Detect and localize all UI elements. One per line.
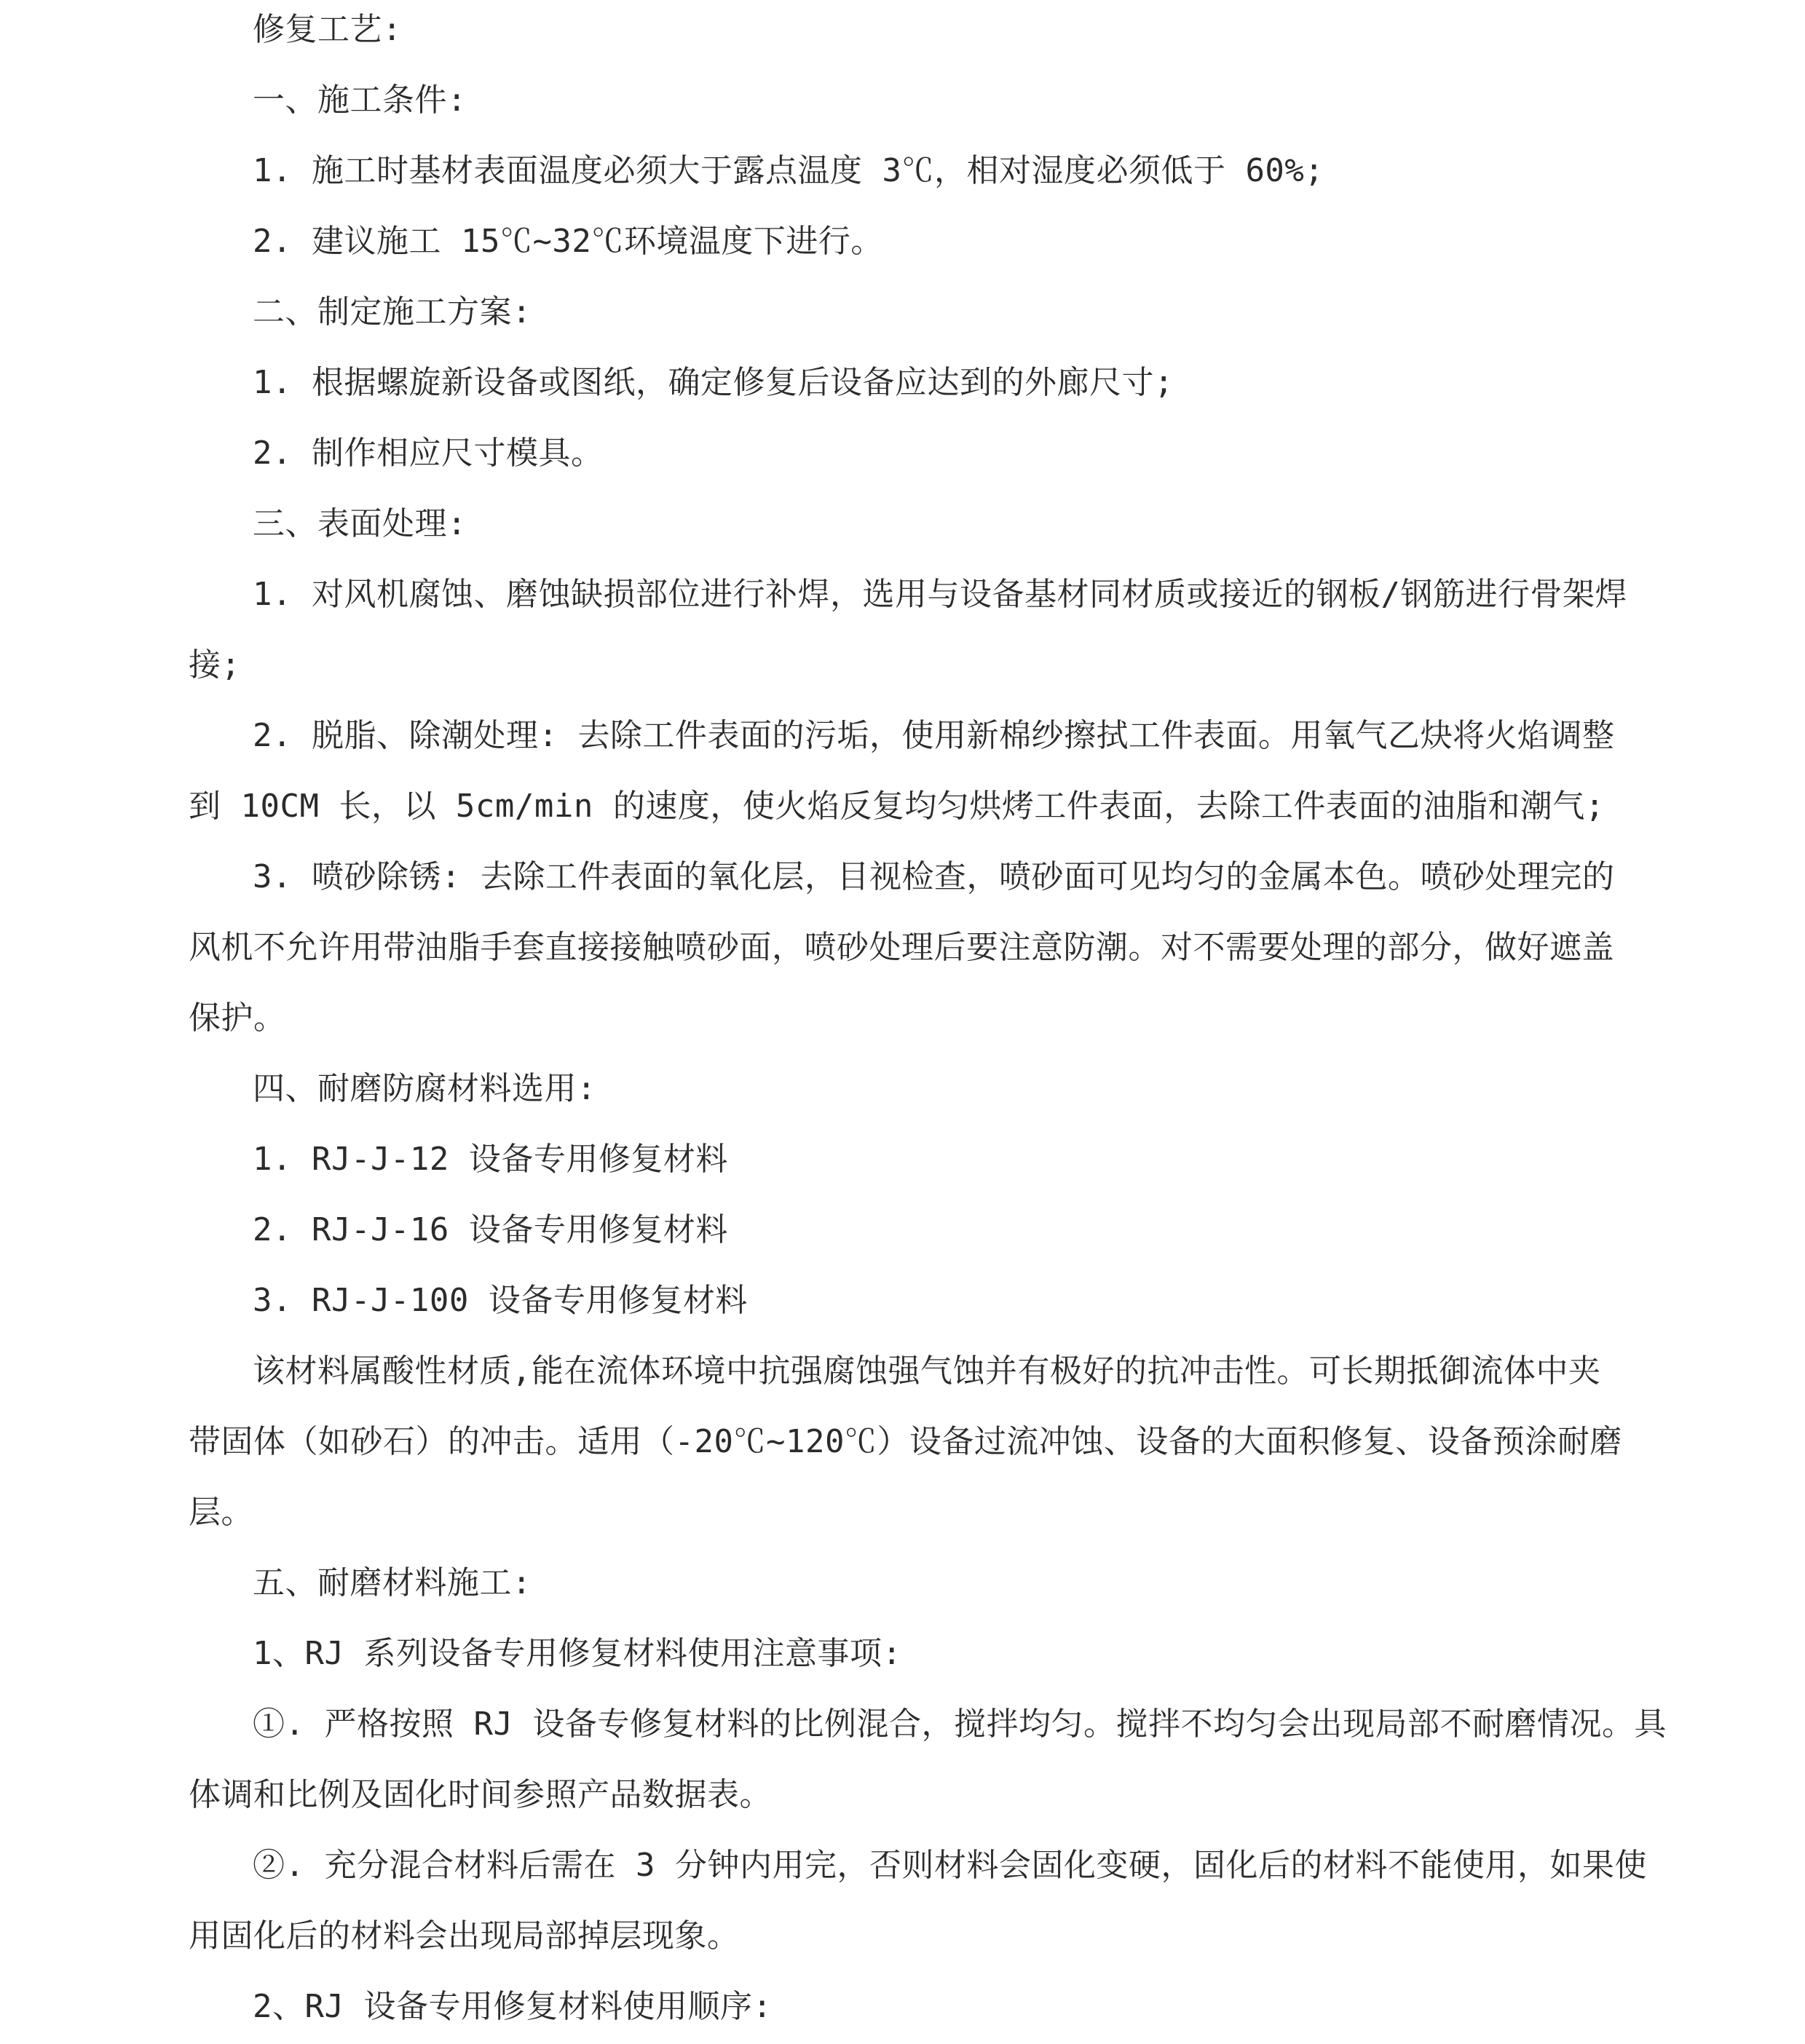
text-line: 1、RJ 系列设备专用修复材料使用注意事项: [253, 1635, 902, 1672]
text-line: 五、耐磨材料施工: [253, 1564, 532, 1601]
text-line: 该材料属酸性材质,能在流体环境中抗强腐蚀强气蚀并有极好的抗冲击性。可长期抵御流体中夹 [253, 1352, 1601, 1390]
text-line: 修复工艺: [253, 11, 402, 48]
text-line: 2、RJ 设备专用修复材料使用顺序: [253, 1988, 773, 2025]
text-line: 二、制定施工方案: [253, 293, 532, 330]
text-line: 层。 [189, 1494, 253, 1531]
text-line: ①. 严格按照 RJ 设备专修复材料的比例混合，搅拌均匀。搅拌不均匀会出现局部不耐磨情况。具 [253, 1706, 1667, 1743]
text-line: 2. 制作相应尺寸模具。 [253, 435, 604, 472]
text-line: 到 10CM 长，以 5cm/min 的速度，使火焰反复均匀烘烤工件表面，去除工件表面的油脂和潮气; [189, 788, 1605, 825]
text-line: 1. 根据螺旋新设备或图纸，确定修复后设备应达到的外廊尺寸; [253, 364, 1174, 401]
document-content [189, 0, 1667, 2042]
text-line: 带固体（如砂石）的冲击。适用（-20℃~120℃）设备过流冲蚀、设备的大面积修复、设备预涂耐磨 [189, 1423, 1622, 1460]
text-line: 3. 喷砂除锈: 去除工件表面的氧化层，目视检查，喷砂面可见均匀的金属本色。喷砂处理完的 [253, 858, 1615, 895]
text-line: 3. RJ-J-100 设备专用修复材料 [253, 1282, 748, 1319]
text-line: 一、施工条件: [253, 82, 467, 119]
text-line: 风机不允许用带油脂手套直接接触喷砂面，喷砂处理后要注意防潮。对不需要处理的部分，做好遮盖 [189, 929, 1614, 966]
text-line: 2. 脱脂、除潮处理: 去除工件表面的污垢，使用新棉纱擦拭工件表面。用氧气乙炔将火焰调整 [253, 717, 1615, 754]
text-line: ②. 充分混合材料后需在 3 分钟内用完，否则材料会固化变硬，固化后的材料不能使用，如果使 [253, 1847, 1647, 1884]
text-line: 四、耐磨防腐材料选用: [253, 1070, 596, 1107]
text-line: 2. RJ-J-16 设备专用修复材料 [253, 1211, 728, 1248]
text-line: 保护。 [189, 999, 286, 1037]
text-line: 2. 建议施工 15℃~32℃环境温度下进行。 [253, 223, 883, 260]
text-line: 三、表面处理: [253, 505, 467, 542]
text-line: 用固化后的材料会出现局部掉层现象。 [189, 1917, 740, 1954]
text-line: 体调和比例及固化时间参照产品数据表。 [189, 1776, 772, 1813]
text-line: 1. 施工时基材表面温度必须大于露点温度 3℃，相对湿度必须低于 60%; [253, 152, 1324, 189]
text-line: 1. 对风机腐蚀、磨蚀缺损部位进行补焊，选用与设备基材同材质或接近的钢板/钢筋进行骨架焊 [253, 576, 1627, 613]
text-line: 1. RJ-J-12 设备专用修复材料 [253, 1141, 728, 1178]
text-line: 接; [189, 646, 241, 684]
